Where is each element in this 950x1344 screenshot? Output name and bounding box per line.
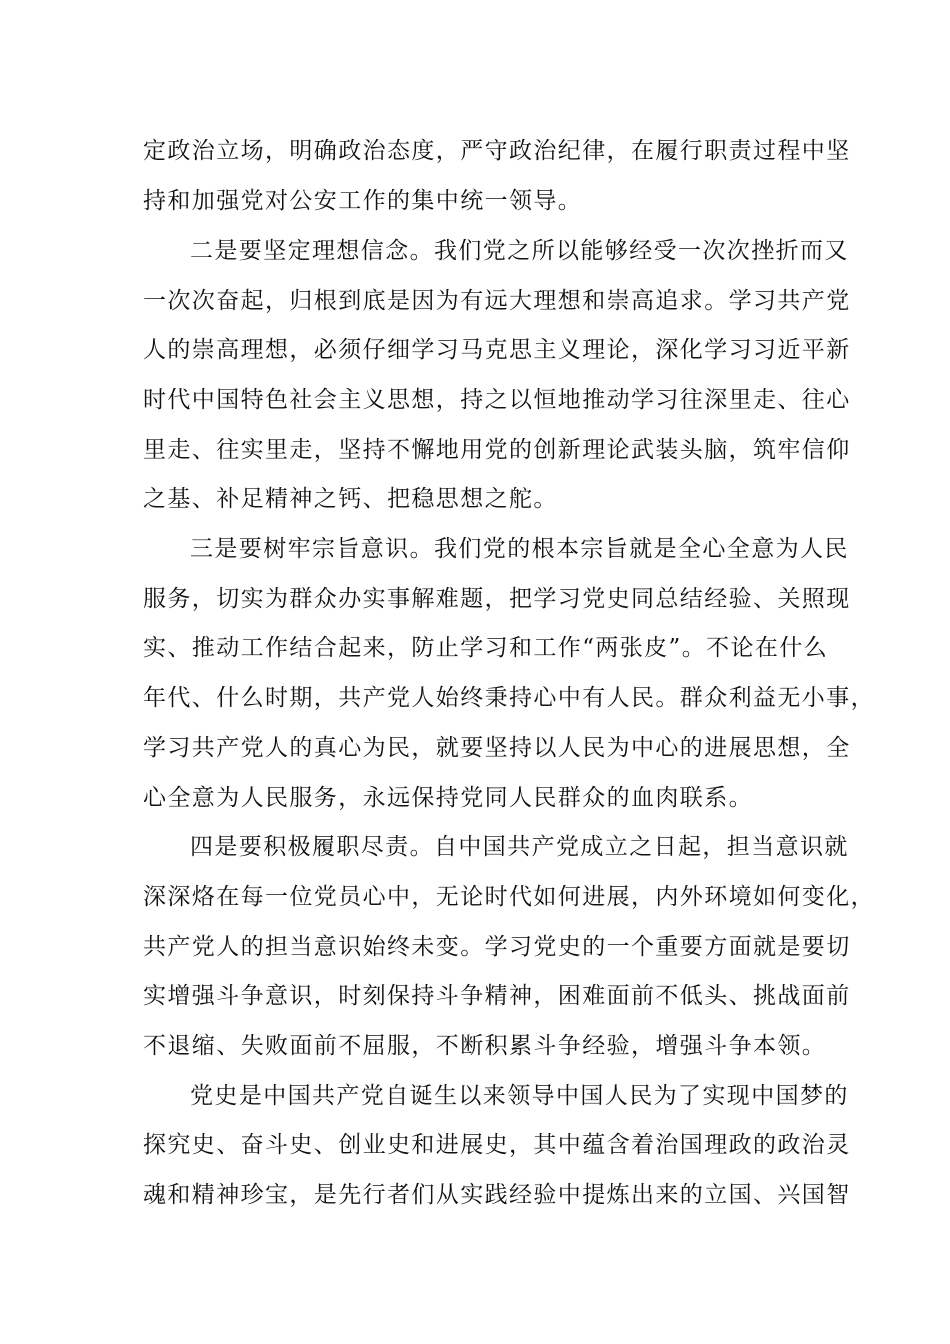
- paragraph-start-line: 二是要坚定理想信念。我们党之所以能够经受一次次挫折而又: [190, 238, 849, 264]
- paragraph-start-line: 四是要积极履职尽责。自中国共产党成立之日起，担当意识就: [190, 834, 849, 860]
- text-line: 实增强斗争意识，时刻保持斗争精神，困难面前不低头、挑战面前: [143, 983, 851, 1009]
- text-line: 不退缩、失败面前不屈服，不断积累斗争经验，增强斗争本领。: [143, 1033, 827, 1059]
- text-line: 定政治立场，明确政治态度，严守政治纪律，在履行职责过程中坚: [143, 138, 851, 164]
- text-line: 里走、往实里走，坚持不懈地用党的创新理论武装头脑，筑牢信仰: [143, 437, 851, 463]
- text-line: 年代、什么时期，共产党人始终秉持心中有人民。群众利益无小事，: [143, 685, 875, 711]
- text-line: 一次次奋起，归根到底是因为有远大理想和崇高追求。学习共产党: [143, 288, 851, 314]
- text-line: 之基、补足精神之钙、把稳思想之舵。: [143, 486, 558, 512]
- text-line: 时代中国特色社会主义思想，持之以恒地推动学习往深里走、往心: [143, 387, 851, 413]
- text-line: 深深烙在每一位党员心中，无论时代如何进展，内外环境如何变化，: [143, 884, 875, 910]
- paragraph-start-line: 党史是中国共产党自诞生以来领导中国人民为了实现中国梦的: [190, 1083, 849, 1109]
- text-line: 心全意为人民服务，永远保持党同人民群众的血肉联系。: [143, 785, 753, 811]
- text-line: 人的崇高理想，必须仔细学习马克思主义理论，深化学习习近平新: [143, 337, 851, 363]
- text-line: 实、推动工作结合起来，防止学习和工作“两张皮”。不论在什么: [143, 635, 829, 661]
- text-line: 探究史、奋斗史、创业史和进展史，其中蕴含着治国理政的政治灵: [143, 1132, 851, 1158]
- text-line: 持和加强党对公安工作的集中统一领导。: [143, 188, 583, 214]
- text-line: 魂和精神珍宝，是先行者们从实践经验中提炼出来的立国、兴国智: [143, 1182, 851, 1208]
- paragraph-start-line: 三是要树牢宗旨意识。我们党的根本宗旨就是全心全意为人民: [190, 536, 849, 562]
- text-line: 共产党人的担当意识始终未变。学习党史的一个重要方面就是要切: [143, 934, 851, 960]
- text-line: 服务，切实为群众办实事解难题，把学习党史同总结经验、关照现: [143, 586, 851, 612]
- text-line: 学习共产党人的真心为民，就要坚持以人民为中心的进展思想，全: [143, 735, 851, 761]
